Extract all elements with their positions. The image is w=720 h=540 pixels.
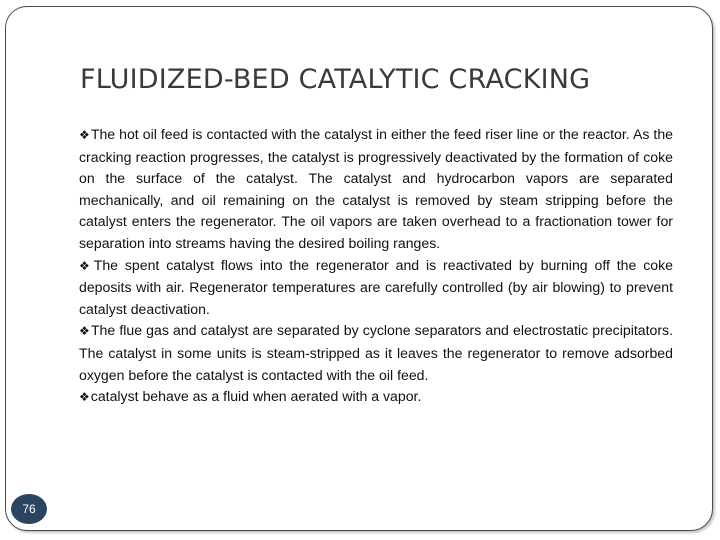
bullet-paragraph bbox=[79, 255, 673, 321]
paragraph-text: The flue gas and catalyst are separated by cyclone separators and electrostatic precipitators. The catalyst in some units is steam-stripped as it leaves the regenerator to remove adsorbed oxygen before the catalyst is contacted with the oil feed. bbox=[79, 322, 673, 383]
diamond-bullet-icon: ❖ bbox=[79, 390, 90, 405]
bullet-paragraph bbox=[79, 320, 673, 386]
paragraph-text: The hot oil feed is contacted with the catalyst in either the feed riser line or the reactor. As the cracking reaction progresses, the catalyst is progressively deactivated by the formation of coke on the surface of the catalyst. The catalyst and hydrocarbon vapors are separated mechanically, and oil remaining on the catalyst is removed by steam stripping before the catalyst enters the regenerator. The oil vapors are taken overhead to a fractionation tower for separation into streams having the desired boiling ranges. bbox=[79, 126, 673, 251]
paragraph-text: catalyst behave as a fluid when aerated with a vapor. bbox=[90, 388, 422, 405]
paragraph-text: The spent catalyst flows into the regenerator and is reactivated by burning off the coke deposits with air. Regenerator temperatures are carefully controlled (by air blowing) to prevent catalyst deactivation. bbox=[79, 256, 673, 317]
diamond-bullet-icon: ❖ bbox=[79, 324, 90, 339]
bullet-paragraph bbox=[79, 386, 673, 409]
page-number-badge bbox=[11, 494, 47, 524]
slide-body bbox=[79, 124, 673, 409]
page-number: 76 bbox=[22, 502, 36, 516]
slide-title: FLUIDIZED-BED CATALYTIC CRACKING bbox=[80, 64, 591, 95]
diamond-bullet-icon: ❖ bbox=[79, 258, 93, 273]
diamond-bullet-icon: ❖ bbox=[79, 128, 90, 142]
bullet-paragraph bbox=[79, 124, 673, 255]
